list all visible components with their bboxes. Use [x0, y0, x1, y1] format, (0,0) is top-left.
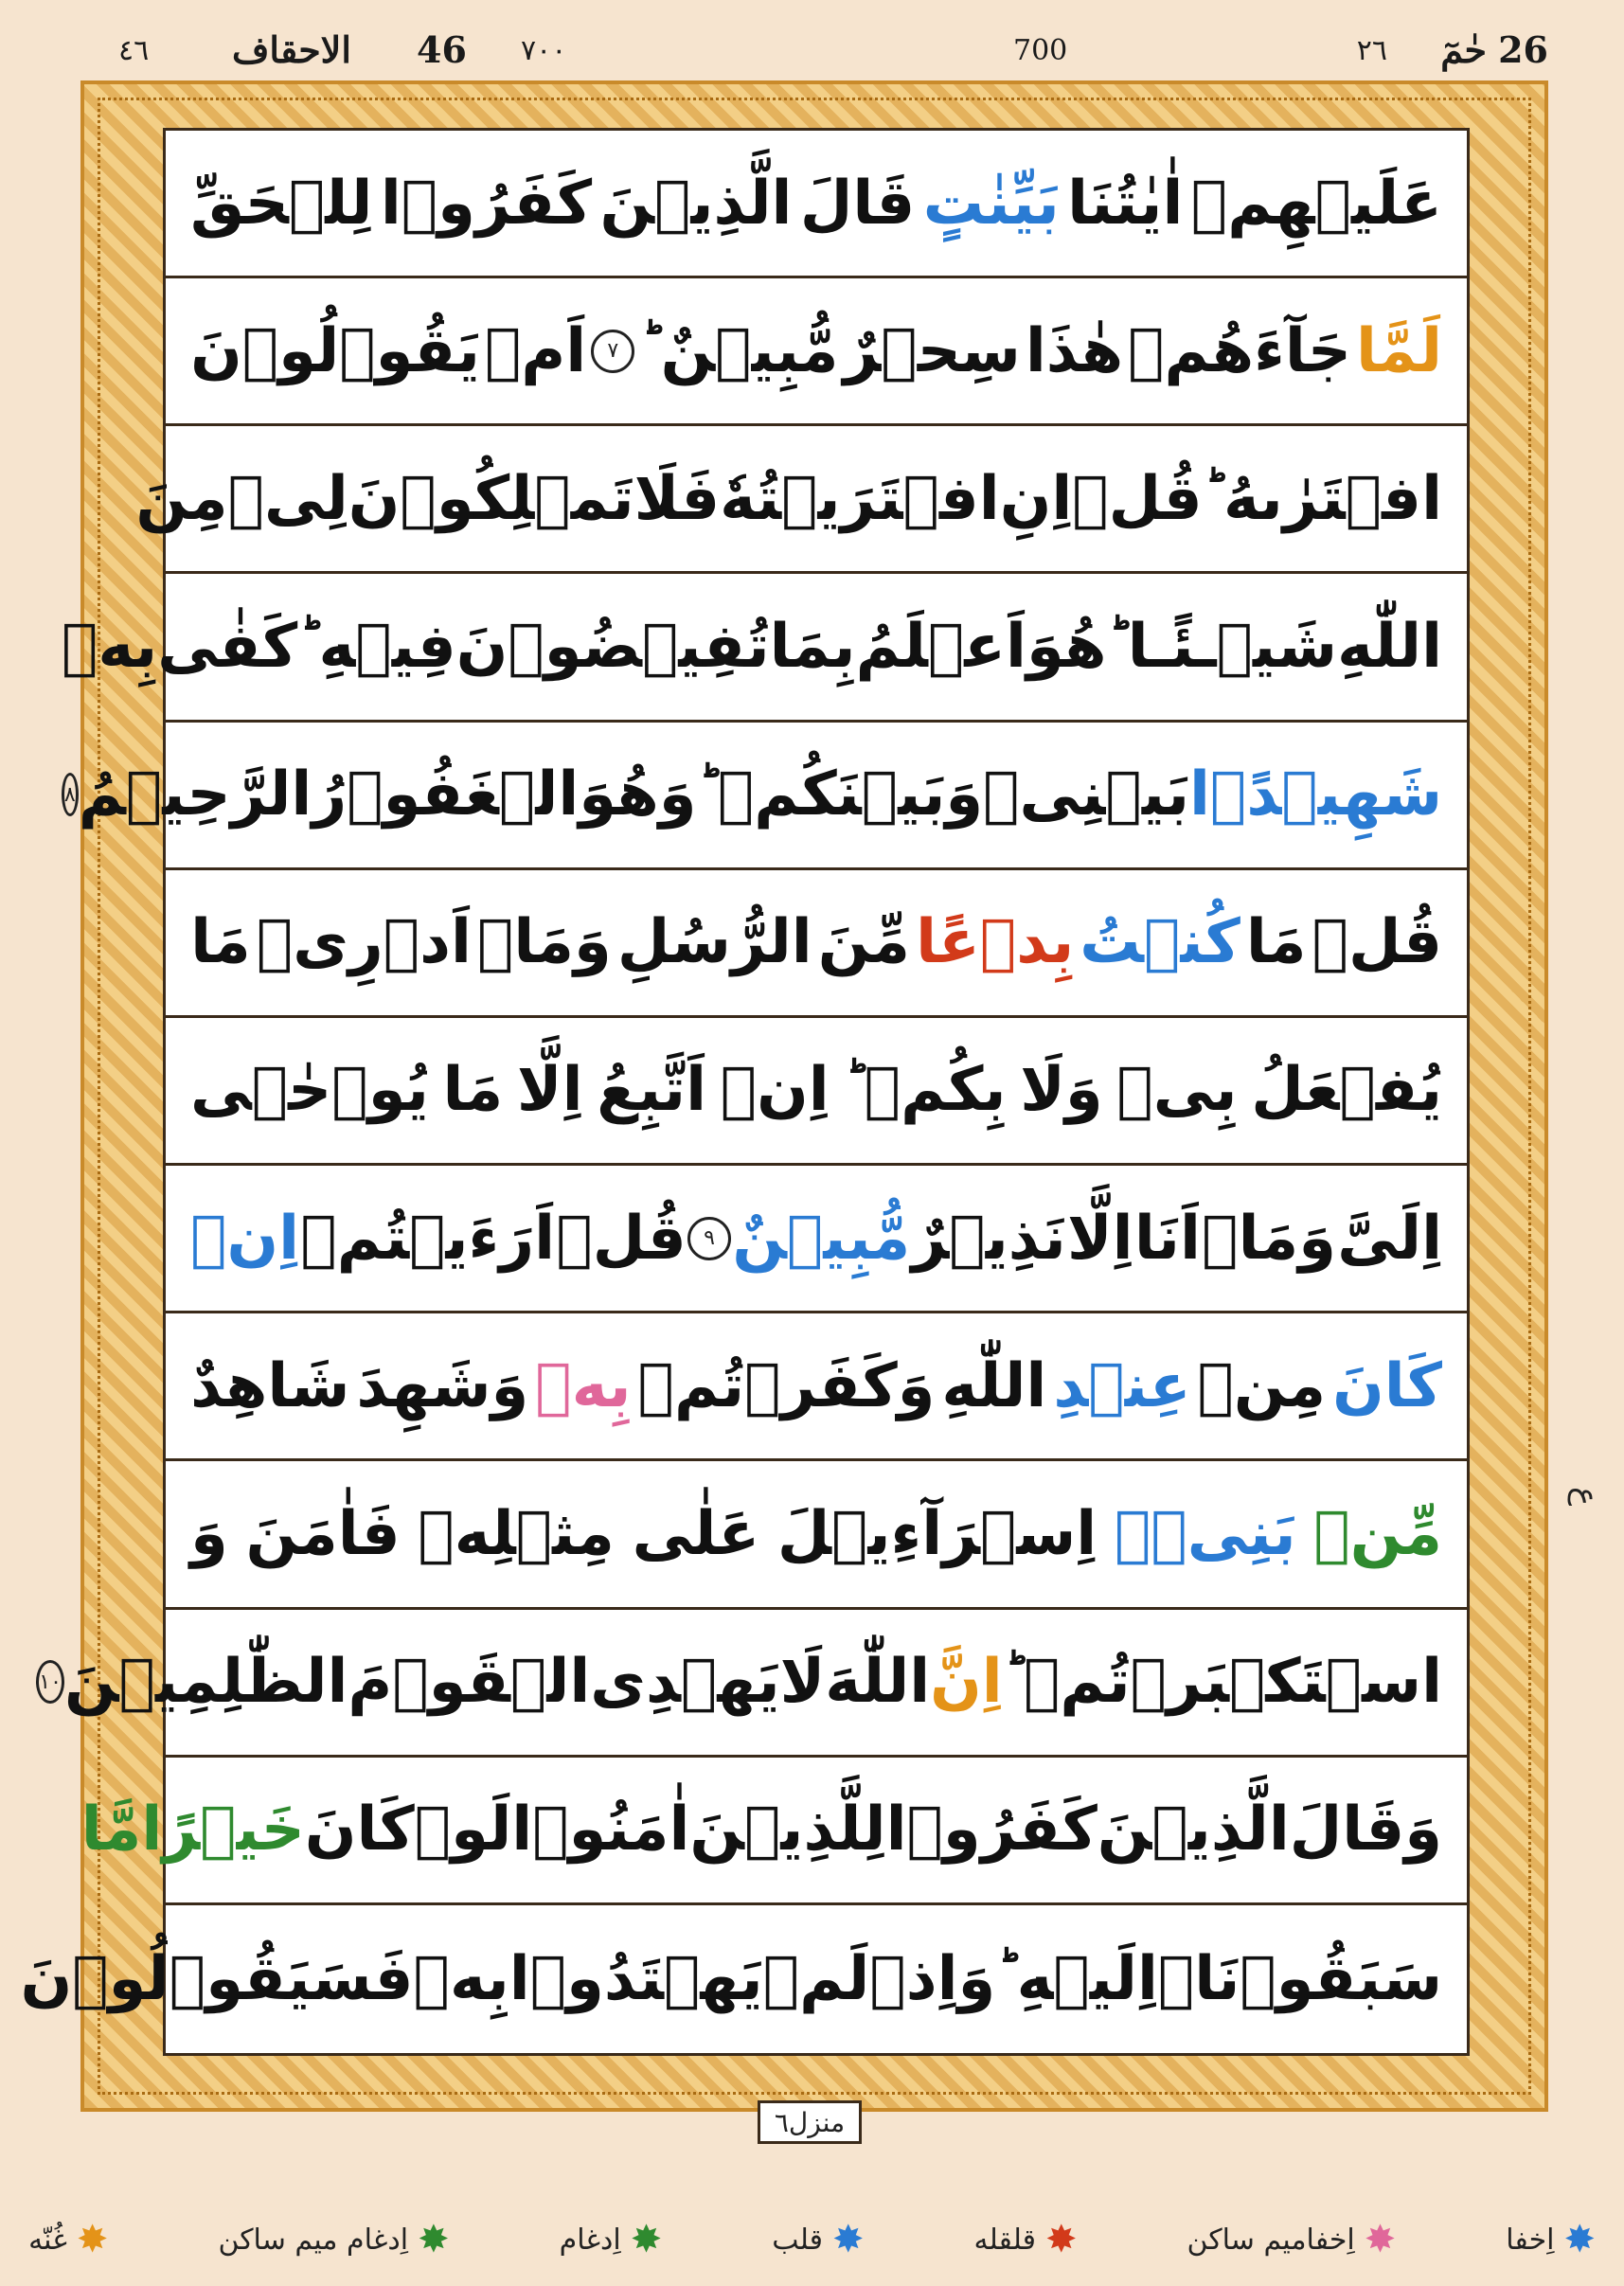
- word: وَبَيۡنَكُمۡ ؕ: [696, 759, 984, 830]
- word: قُلۡ: [1312, 907, 1442, 978]
- word: افۡتَرَيۡتُهٗ: [720, 463, 1000, 534]
- legend-swatch-icon: ✸: [76, 2218, 109, 2261]
- word: اللّٰهِ: [941, 1350, 1047, 1421]
- legend-swatch-icon: ✸: [1045, 2218, 1078, 2261]
- word: فِيۡهِ ؕ: [297, 612, 456, 683]
- word: مُّبِيۡنٌ: [732, 1203, 911, 1274]
- word: كَفٰى: [157, 612, 298, 683]
- word: وَمَاۤ: [1202, 1203, 1336, 1274]
- word: وَ: [190, 1498, 228, 1569]
- word: لَمَّا: [1356, 315, 1442, 386]
- surah-name: الاحقاف: [232, 28, 351, 71]
- legend-swatch-icon: ✸: [418, 2218, 450, 2261]
- word: مَّا: [80, 1795, 142, 1866]
- legend-label: اِدغام میم ساکن: [218, 2223, 409, 2257]
- text-line: [39, 1610, 1467, 1758]
- word: افۡتَرٰٮهُ ؕ: [1202, 463, 1442, 534]
- word: لِىۡ: [227, 463, 348, 534]
- word: يَقُوۡلُوۡنَ: [190, 315, 480, 386]
- legend-label: اِخفا: [1506, 2223, 1555, 2257]
- word: وَشَهِدَ: [356, 1350, 529, 1421]
- word: اٰيٰتُنَا: [1067, 168, 1184, 239]
- legend-swatch-icon: ✸: [1563, 2218, 1596, 2261]
- word: كَفَرُوۡا: [380, 168, 593, 239]
- page-number-arabic: ٧٠٠: [521, 34, 567, 67]
- word: فَلَا: [634, 463, 721, 534]
- word: يَهۡدِى: [590, 1647, 780, 1718]
- word: سِحۡرٌ: [843, 315, 1021, 386]
- word: عِنۡدِ: [1053, 1350, 1191, 1421]
- quran-page: [20, 128, 1470, 2056]
- word: تُفِيۡضُوۡنَ: [455, 612, 770, 683]
- text-line: [166, 1166, 1467, 1313]
- ayah-number: ٧: [591, 330, 634, 373]
- legend-label: قلب: [772, 2223, 823, 2257]
- tajweed-legend: [0, 2206, 1624, 2273]
- ruku-mark: ع: [1567, 1487, 1605, 1507]
- word: بَيِّنٰتٍ: [922, 168, 1060, 239]
- word: اَرَءَيۡتُمۡ: [300, 1203, 556, 1274]
- word: لَا: [779, 1647, 826, 1718]
- word: وَكَفَرۡتُمۡ: [637, 1350, 936, 1421]
- word: كَفَرُوۡا: [885, 1795, 1098, 1866]
- text-line: [166, 1461, 1467, 1609]
- legend-label: اِدغام: [559, 2223, 621, 2257]
- ayah-number: ٩: [687, 1217, 731, 1260]
- word: بَيۡنِىۡ: [983, 759, 1189, 830]
- word: شَيۡـئًـا ؕ: [1106, 612, 1338, 683]
- word: لَمۡ: [762, 1943, 870, 2014]
- text-line: [135, 426, 1467, 574]
- word: اِنِ: [999, 463, 1073, 534]
- word: بِىۡ: [1116, 1055, 1238, 1126]
- word: تَمۡلِكُوۡنَ: [348, 463, 634, 534]
- word: وَمَاۤ: [476, 907, 612, 978]
- word: الرُّسُلِ: [616, 907, 812, 978]
- word: جَآءَهُمۡ: [1128, 315, 1351, 386]
- word: كَانَ: [1332, 1350, 1442, 1421]
- word: خَيۡرًا: [141, 1795, 305, 1866]
- word: قُلۡ: [556, 1203, 687, 1274]
- word: شَهِيۡدًۢا: [1188, 759, 1442, 830]
- word: وَقَالَ: [1289, 1795, 1442, 1866]
- word: فَسَيَقُوۡلُوۡنَ: [20, 1943, 414, 2014]
- word: يُوۡحٰۤى: [190, 1055, 429, 1126]
- surah-number-arabic: ٤٦: [118, 34, 150, 67]
- word: اِلَّا: [1067, 1203, 1133, 1274]
- manzil-label: منزل٦: [758, 2100, 862, 2144]
- word: لِلۡحَقِّ: [190, 168, 373, 239]
- word: اَمۡ: [484, 315, 587, 386]
- legend-item: [1506, 2218, 1596, 2261]
- legend-item: [559, 2218, 663, 2261]
- text-line: [20, 1905, 1467, 2053]
- juz-number: 26: [1498, 28, 1548, 71]
- word: مِّنۡ: [1313, 1498, 1442, 1569]
- page-header: [104, 17, 1548, 88]
- legend-item: [772, 2218, 865, 2261]
- legend-item: [973, 2218, 1078, 2261]
- word: بِدۡعًا: [916, 907, 1075, 978]
- word: مِّنَ: [817, 907, 910, 978]
- word: مَا: [1245, 907, 1307, 978]
- word: لِلَّذِيۡنَ: [689, 1795, 886, 1866]
- legend-label: غُنّه: [28, 2223, 67, 2257]
- legend-item: [218, 2218, 450, 2261]
- word: يُفۡعَلُ: [1251, 1055, 1442, 1126]
- word: الۡغَفُوۡرُ: [312, 759, 580, 830]
- word: اللّٰهِ: [1337, 612, 1442, 683]
- word: الظّٰلِمِيۡنَ: [63, 1647, 348, 1718]
- legend-swatch-icon: ✸: [630, 2218, 663, 2261]
- legend-label: اِخفامیم ساکن: [1187, 2223, 1355, 2257]
- surah-number: 46: [417, 28, 467, 71]
- word: مُّبِيۡنٌ ؕ: [639, 315, 839, 386]
- word: شَاهِدٌ: [190, 1350, 350, 1421]
- word: عَلٰى: [632, 1498, 760, 1569]
- ayah-number: ٨: [62, 773, 79, 816]
- word: يَهۡتَدُوۡا: [509, 1943, 763, 2014]
- word: الرَّحِيۡمُ: [78, 759, 312, 830]
- word: قَالَ: [799, 168, 916, 239]
- word: وَاِذۡ: [869, 1943, 996, 2014]
- word: مَا: [442, 1055, 504, 1126]
- text-line: [166, 278, 1467, 426]
- word: بِمَا: [769, 612, 856, 683]
- legend-swatch-icon: ✸: [1364, 2218, 1397, 2261]
- word: مِنَ: [135, 463, 228, 534]
- legend-item: [28, 2218, 109, 2261]
- legend-label: قلقله: [973, 2223, 1036, 2257]
- word: كَانَ: [304, 1795, 415, 1866]
- word: قُلۡ: [1072, 463, 1203, 534]
- word: مِنۡ: [1197, 1350, 1327, 1421]
- word: اللّٰهَ: [825, 1647, 931, 1718]
- word: الَّذِيۡنَ: [599, 168, 793, 239]
- word: بَنِىۡۤ: [1114, 1498, 1296, 1569]
- text-line: [166, 1018, 1467, 1166]
- text-line: [61, 574, 1467, 722]
- word: اِلَيۡهِ ؕ: [995, 1943, 1158, 2014]
- word: نَذِيۡرٌ: [911, 1203, 1066, 1274]
- word: اَنَا: [1133, 1203, 1201, 1274]
- word: اَدۡرِىۡ: [256, 907, 472, 978]
- word: سَبَقُوۡنَاۤ: [1157, 1943, 1442, 2014]
- word: عَلَيۡهِمۡ: [1190, 168, 1442, 239]
- word: اِنۡ: [720, 1055, 830, 1126]
- legend-swatch-icon: ✸: [832, 2218, 865, 2261]
- word: وَهُوَ: [579, 759, 697, 830]
- word: اَتَّبِعُ: [597, 1055, 707, 1126]
- word: بِهٖ: [535, 1350, 632, 1421]
- word: اِلَّا: [516, 1055, 583, 1126]
- word: اِنۡ: [190, 1203, 300, 1274]
- page-number: 700: [1013, 34, 1068, 67]
- legend-item: [1187, 2218, 1397, 2261]
- word: بِهٖ: [61, 612, 158, 683]
- word: اٰمَنُوۡا: [511, 1795, 690, 1866]
- text-line: [166, 131, 1467, 278]
- word: اِلَىَّ: [1337, 1203, 1442, 1274]
- word: مَا: [190, 907, 251, 978]
- word: هٰذَا: [1025, 315, 1124, 386]
- word: الَّذِيۡنَ: [1097, 1795, 1290, 1866]
- word: مِثۡلِهٖ: [418, 1498, 615, 1569]
- juz-number-arabic: ٢٦: [1356, 34, 1387, 67]
- word: وَلَا: [1020, 1055, 1103, 1126]
- word: بِهٖ: [413, 1943, 509, 2014]
- word: كُنۡتُ: [1080, 907, 1240, 978]
- text-line: [63, 723, 1467, 870]
- text-line: [80, 1758, 1467, 1905]
- word: بِكُمۡ ؕ: [843, 1055, 1007, 1126]
- word: فَاٰمَنَ: [245, 1498, 401, 1569]
- juz-name: حٰمٓ: [1440, 28, 1487, 71]
- text-line: [166, 870, 1467, 1018]
- word: هُوَ: [1026, 612, 1107, 683]
- text-line: [166, 1313, 1467, 1461]
- word: اَعۡلَمُ: [855, 612, 1026, 683]
- word: اِنَّ: [930, 1647, 1003, 1718]
- word: الۡقَوۡمَ: [348, 1647, 591, 1718]
- word: اِسۡرَآءِيۡلَ: [776, 1498, 1098, 1569]
- ayah-number: ١٠: [36, 1660, 64, 1704]
- word: اسۡتَكۡبَرۡتُمۡ ؕ: [1002, 1647, 1442, 1718]
- word: لَوۡ: [414, 1795, 512, 1866]
